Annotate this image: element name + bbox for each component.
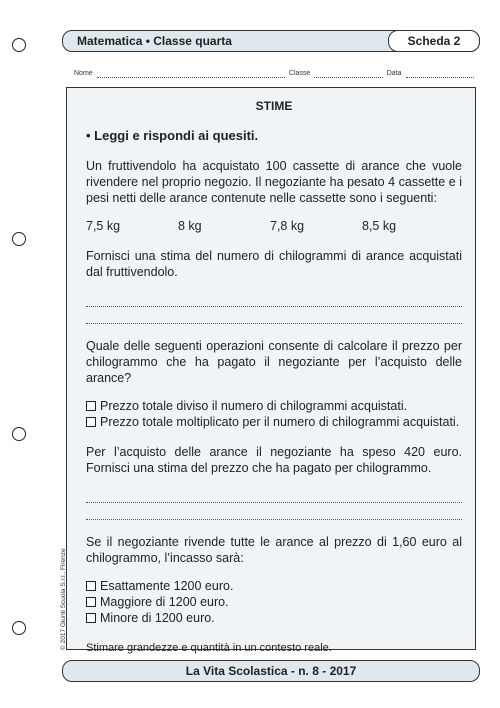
worksheet-content <box>86 98 462 656</box>
scheda-badge: Scheda 2 <box>388 30 480 52</box>
data-field[interactable] <box>406 70 474 78</box>
option-label: Prezzo totale moltiplicato per il numero di chilogrammi acquistati. <box>100 415 460 429</box>
question-4: Se il negoziante rivende tutte le arance al prezzo di 1,60 euro al chilogrammo, l’incasso sarà: <box>86 535 462 565</box>
page-title: STIME <box>255 99 293 113</box>
footer-bar: La Vita Scolastica - n. 8 - 2017 <box>62 660 480 682</box>
option-item <box>86 578 462 594</box>
objective-note: Stimare grandezze e quantità in un contesto reale. <box>86 642 332 654</box>
binder-hole <box>12 38 26 52</box>
checkbox[interactable] <box>86 613 96 623</box>
student-info-line <box>74 70 474 78</box>
answer-line[interactable] <box>86 292 462 307</box>
copyright-text: © 2017 Giunti Scuola S.r.l., Firenze <box>60 548 67 650</box>
subject-label: Matematica • Classe quarta <box>77 34 232 48</box>
binder-hole <box>12 621 26 635</box>
data-label: Data <box>386 70 402 77</box>
classe-field[interactable] <box>314 70 382 78</box>
checkbox[interactable] <box>86 581 96 591</box>
weight-value: 8,5 kg <box>362 219 397 233</box>
question-1: Fornisci una stima del numero di chilogrammi di arance acquistati dal fruttivendolo. <box>86 249 462 279</box>
weight-value: 7,8 kg <box>270 219 305 233</box>
option-label: Minore di 1200 euro. <box>100 611 215 625</box>
instruction: • Leggi e rispondi ai quesiti. <box>86 128 259 143</box>
option-label: Esattamente 1200 euro. <box>100 579 234 593</box>
option-item <box>86 398 462 414</box>
classe-label: Classe <box>288 70 311 77</box>
intro-text: Un fruttivendolo ha acquistato 100 cassette di arance che vuole rivendere nel proprio negozio. Il negoziante ha pesato 4 cassette e i pesi netti delle arance contenute nelle cassette sono i seguenti: <box>86 159 462 205</box>
nome-field[interactable] <box>97 70 285 78</box>
weight-value: 7,5 kg <box>86 219 121 233</box>
question-2: Quale delle seguenti operazioni consente di calcolare il prezzo per chilogrammo che ha pagato il negoziante per l’acquisto delle arance? <box>86 339 462 385</box>
answer-line[interactable] <box>86 505 462 520</box>
option-item <box>86 594 462 610</box>
weight-value: 8 kg <box>178 219 202 233</box>
nome-label: Nome <box>74 70 93 77</box>
option-label: Prezzo totale diviso il numero di chilogrammi acquistati. <box>100 399 408 413</box>
option-item <box>86 414 462 430</box>
answer-line[interactable] <box>86 488 462 503</box>
binder-hole <box>12 427 26 441</box>
weights-row <box>86 218 462 234</box>
question-3: Per l’acquisto delle arance il negoziante ha speso 420 euro. Fornisci una stima del prezzo che ha pagato per chilogrammo. <box>86 445 462 475</box>
option-label: Maggiore di 1200 euro. <box>100 595 229 609</box>
option-item <box>86 610 462 626</box>
header-bar <box>62 30 480 52</box>
binder-hole <box>12 232 26 246</box>
checkbox[interactable] <box>86 597 96 607</box>
checkbox[interactable] <box>86 401 96 411</box>
answer-line[interactable] <box>86 309 462 324</box>
checkbox[interactable] <box>86 417 96 427</box>
